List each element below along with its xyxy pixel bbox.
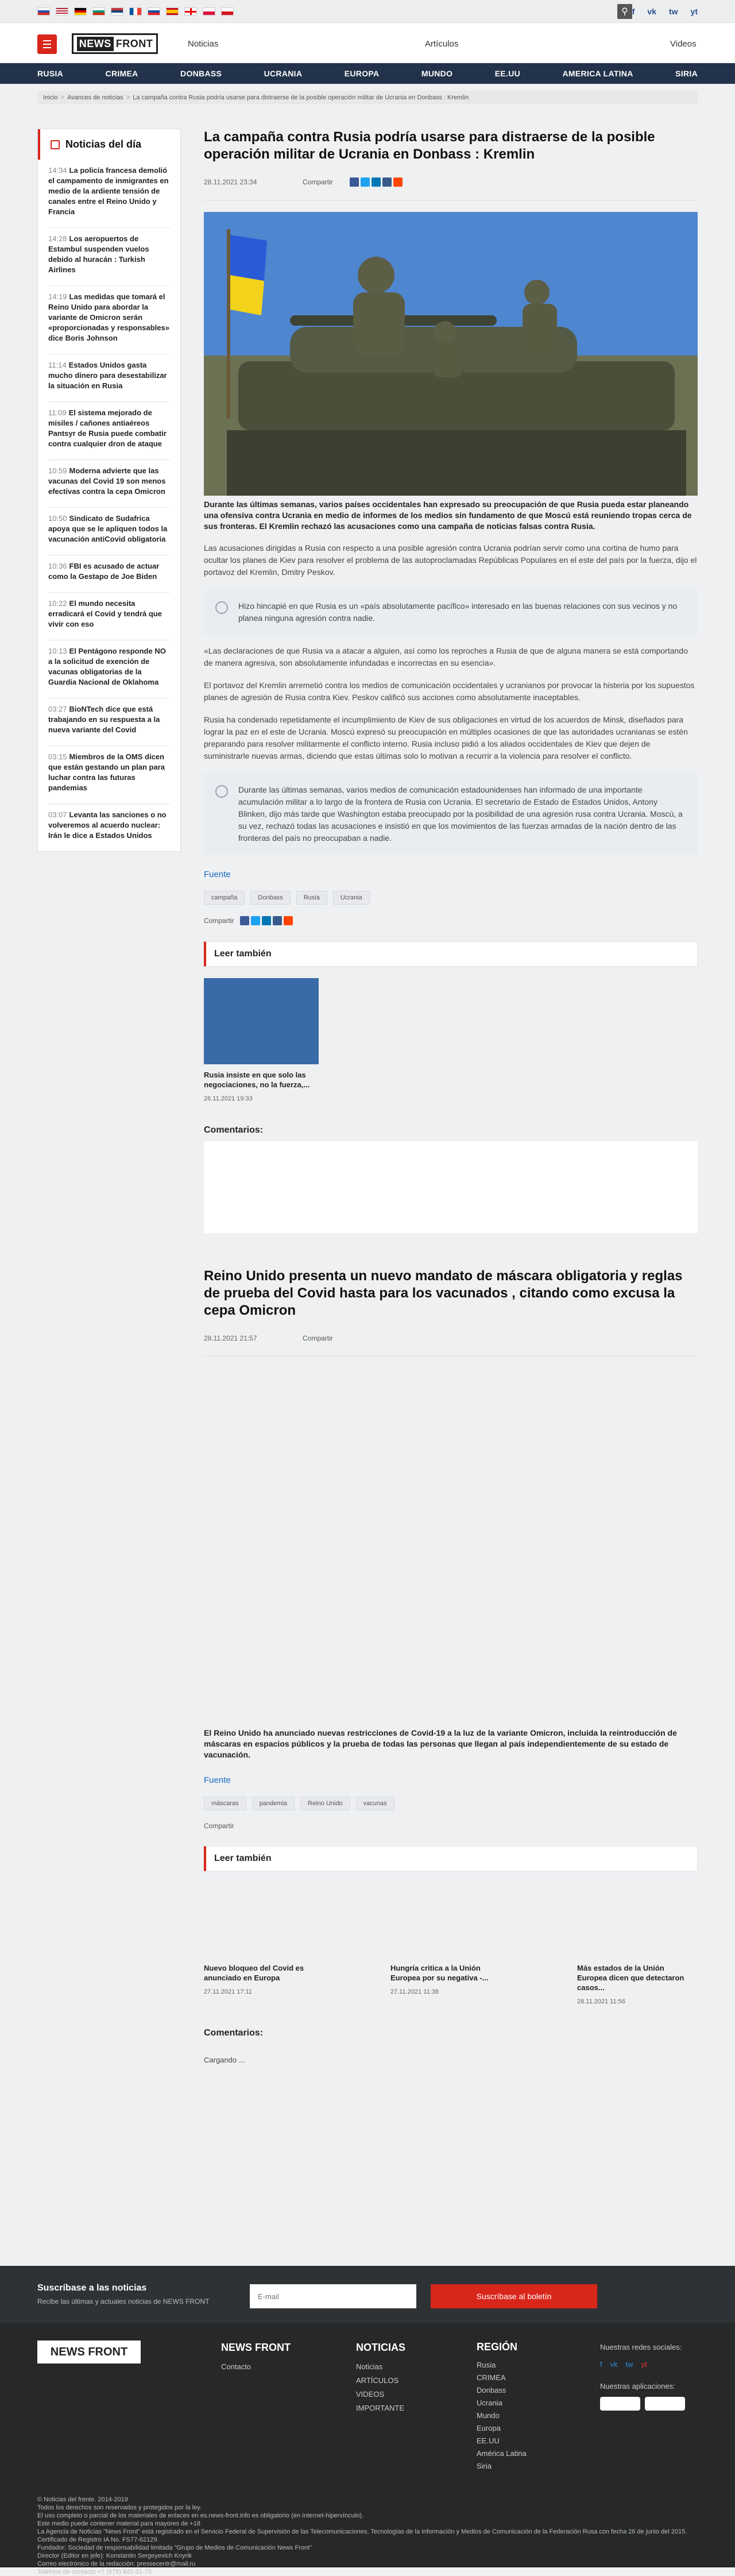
twitter-icon[interactable]: tw — [625, 2360, 633, 2369]
flag-es-icon[interactable] — [166, 7, 179, 16]
article-date: 28.11.2021 23:34 — [204, 178, 257, 186]
subscribe-button[interactable]: Suscríbase al boletín — [431, 2284, 597, 2308]
news-item[interactable]: 14:28 Los aeropuertos de Estambul suspenden vuelos debido al huracán : Turkish Airlines — [48, 228, 170, 286]
footer-link[interactable]: VIDEOS — [356, 2390, 385, 2399]
linkedin-share-icon[interactable] — [372, 177, 381, 187]
source-link[interactable]: Fuente — [204, 1775, 231, 1785]
news-item[interactable]: 10:13 El Pentágono responde NO a la solicitud de exención de vacunas obligatorias de la Guardia Nacional de Oklahoma — [48, 640, 170, 698]
app-store-icon[interactable] — [600, 2397, 640, 2411]
footer-link[interactable]: Ucrania — [477, 2399, 502, 2407]
footer-link[interactable]: CRIMEA — [477, 2373, 506, 2382]
google-play-icon[interactable] — [645, 2397, 685, 2411]
social-links — [632, 7, 698, 16]
vk-share-icon[interactable] — [273, 916, 282, 925]
related-list — [204, 1894, 698, 2005]
vk-icon[interactable]: vk — [647, 7, 656, 16]
tag[interactable]: máscaras — [204, 1797, 246, 1810]
facebook-share-icon[interactable] — [350, 177, 359, 187]
facebook-icon[interactable]: f — [632, 7, 635, 16]
youtube-icon[interactable]: yt — [641, 2360, 647, 2369]
related-image — [577, 1894, 692, 1957]
quote-icon — [215, 601, 228, 614]
paragraph: «Las declaraciones de que Rusia va a atacar a alguien, así como los reproches a Rusia de que de alguna manera se está comportando de manera agresiva, son absolutamente infundadas e incorrectas en su esencia». — [204, 646, 688, 667]
nav-europa[interactable]: EUROPA — [344, 69, 380, 78]
flag-de-icon[interactable] — [74, 7, 87, 16]
footer-link[interactable]: ARTÍCULOS — [356, 2376, 399, 2385]
related-image — [204, 1894, 319, 1957]
paragraph: El portavoz del Kremlin arremetió contra los medios de comunicación occidentales y ucranianos por provocar la histeria por los supuestos planes de agresión de Rusia contra Kiev. Peskov calificó sus acciones como absolutamente inaceptables. — [204, 681, 695, 702]
footer-link[interactable]: Donbass — [477, 2386, 506, 2395]
sidebar-news-of-day — [37, 129, 181, 852]
nav-noticias[interactable]: Noticias — [188, 39, 219, 49]
article-photo — [204, 212, 698, 496]
tag[interactable]: vacunas — [356, 1797, 394, 1810]
tag[interactable]: Donbass — [250, 891, 290, 905]
top-bar — [0, 0, 735, 23]
related-list — [204, 978, 698, 1102]
vk-share-icon[interactable] — [382, 177, 392, 187]
facebook-icon[interactable]: f — [600, 2360, 602, 2369]
flag-pl-icon[interactable] — [203, 7, 215, 16]
soldiers-on-tank-image — [204, 212, 698, 496]
share-label: Compartir — [303, 178, 333, 186]
subscribe-text: Recibe las últimas y actuales noticias de NEWS FRONT — [37, 2297, 210, 2305]
paragraph: Rusia ha condenado repetidamente el incumplimiento de Kiev de sus obligaciones en virtud de los acuerdos de Minsk, diseñados para lograr la paz en el este de Ucrania. Moscú expresó su preocupación en múltiples ocasiones de que las autoridades ucranianas se estén preparando para resolver militarmente el conflicto interno. Rusia incluso pidió a los aliados occidentales de Kiev que dejen de suministrarle nuevas armas, diciendo que estas últimas solo lo motivan a recurrir a la violencia para resolver el conflicto. — [204, 715, 688, 760]
flag-ru-icon[interactable] — [37, 7, 50, 16]
email-field[interactable] — [250, 2284, 416, 2308]
news-item[interactable]: 10:22 El mundo necesita erradicará el Covid y tendrá que vivir con eso — [48, 593, 170, 640]
footer-link[interactable]: Mundo — [477, 2411, 500, 2420]
nav-mundo[interactable]: MUNDO — [421, 69, 453, 78]
news-item[interactable]: 11:14 Estados Unidos gasta mucho dinero para desestabilizar la situación en Rusia — [48, 354, 170, 402]
share-buttons — [350, 177, 403, 187]
nav-rusia[interactable]: RUSIA — [37, 69, 64, 78]
flag-us-icon[interactable] — [56, 7, 68, 16]
footer-col-newsfront: NEWS FRONT Contacto — [221, 2341, 291, 2374]
tag[interactable]: Rusia — [296, 891, 327, 905]
photo-caption: Durante las últimas semanas, varios países occidentales han expresado su preocupación de que Rusia pueda estar planeando una ofensiva contra Ucrania en medio de informes de los medios sin fundamento de que Moscú está reuniendo tropas cerca de sus fronteras. El Kremlin rechazó las acusaciones como una campaña de noticias falsas contra Rusia. — [204, 500, 692, 531]
site-footer — [0, 2323, 735, 2575]
main-nav — [0, 63, 735, 84]
photo-caption: El Reino Unido ha anunciado nuevas restricciones de Covid-19 a la luz de la variante Omicron, incluida la reintroducción de máscaras en espacios públicos y la prueba de todas las personas que llegan al país independientemente de su estado de vacunación. — [204, 1728, 677, 1759]
footer-col-region: REGIÓN Rusia CRIMEA Donbass Ucrania Mundo Europa EE.UU América Latina Siria — [477, 2341, 527, 2473]
article-title: Reino Unido presenta un nuevo mandato de máscara obligatoria y reglas de prueba del Covid hasta para los vacunados , citando como excusa la cepa Omicron — [204, 1268, 683, 1318]
related-image — [204, 978, 319, 1064]
flag-sk-icon[interactable] — [148, 7, 160, 16]
share-bottom: Compartir — [204, 916, 698, 925]
tag[interactable]: campaña — [204, 891, 245, 905]
share-label: Compartir — [303, 1334, 333, 1342]
breadcrumb-section[interactable]: Avances de noticias — [67, 94, 123, 101]
page-wrap — [37, 91, 698, 2064]
calendar-icon — [51, 140, 60, 149]
tag[interactable]: Ucrania — [333, 891, 370, 905]
subscribe-title: Suscríbase a las noticias — [37, 2283, 147, 2293]
apps-title: Nuestras aplicaciones: — [600, 2382, 675, 2390]
footer-link[interactable]: Noticias — [356, 2362, 383, 2371]
share-bottom: Compartir — [204, 1822, 234, 1830]
read-also-heading: Leer también — [204, 941, 698, 967]
flag-ge-icon[interactable] — [184, 7, 197, 16]
facebook-share-icon[interactable] — [240, 916, 249, 925]
news-list — [38, 160, 180, 851]
breadcrumb-home[interactable]: Inicio — [43, 94, 58, 101]
news-item[interactable]: 03:15 Miembros de la OMS dicen que están gestando un plan para luchar contra las futuras pandemias — [48, 746, 170, 804]
nav-eeuu[interactable]: EE.UU — [494, 69, 521, 78]
related-card[interactable]: Nuevo bloqueo del Covid es anunciado en Europa 27.11.2021 17:11 — [204, 1894, 319, 2005]
nav-videos[interactable]: Videos — [670, 39, 697, 49]
flag-bg-icon[interactable] — [92, 7, 105, 16]
footer-link[interactable]: Siria — [477, 2462, 492, 2470]
flag-fr-icon[interactable] — [129, 7, 142, 16]
related-image — [390, 1894, 505, 1957]
nav-america-latina[interactable]: AMERICA LATINA — [562, 69, 633, 78]
flag-cz-icon[interactable] — [221, 7, 234, 16]
article-image-placeholder — [204, 1368, 698, 1724]
news-item[interactable]: 03:27 BioNTech dice que está trabajando en su respuesta a la nueva variante del Covid — [48, 698, 170, 746]
twitter-share-icon[interactable] — [361, 177, 370, 187]
sidebar-title: Noticias del día — [38, 129, 180, 160]
nav-donbass[interactable]: DONBASS — [180, 69, 222, 78]
language-flags — [37, 7, 234, 16]
quote-icon — [215, 785, 228, 798]
article-title: La campaña contra Rusia podría usarse para distraerse de la posible operación militar de Ucrania en Donbass : Kremlin — [204, 129, 655, 162]
news-item[interactable]: 03:07 Levanta las sanciones o no volveremos al acuerdo nuclear: Irán le dice a Estados Unidos — [48, 810, 167, 840]
tag-list — [204, 891, 698, 905]
article-kremlin — [204, 129, 698, 1233]
article-uk-masks — [204, 1268, 698, 2064]
source-link[interactable]: Fuente — [204, 870, 231, 879]
related-card[interactable]: Hungría critica a la Unión Europea por su negativa -... 27.11.2021 11:38 — [390, 1894, 505, 2005]
linkedin-share-icon[interactable] — [262, 916, 271, 925]
nav-siria[interactable]: SIRIA — [675, 69, 698, 78]
search-icon[interactable]: ⚲ — [617, 4, 632, 19]
news-item[interactable]: 10:50 Sindicato de Sudafrica apoya que se le apliquen todos la vacunación antiCovid obligatoria — [48, 508, 170, 555]
social-title: Nuestras redes sociales: — [600, 2343, 682, 2351]
related-card[interactable]: Rusia insiste en que solo las negociaciones, no la fuerza,... 26.11.2021 19:33 — [204, 978, 319, 1102]
footer-link[interactable]: Europa — [477, 2424, 501, 2432]
youtube-icon[interactable]: yt — [690, 7, 698, 16]
nav-articulos[interactable]: Artículos — [425, 39, 459, 49]
reddit-share-icon[interactable] — [284, 916, 293, 925]
nav-crimea[interactable]: CRIMEA — [105, 69, 138, 78]
related-card[interactable]: Más estados de la Unión Europea dicen que detectaron casos... 28.11.2021 11:56 — [577, 1894, 692, 2005]
menu-button[interactable] — [37, 34, 57, 54]
twitter-icon[interactable]: tw — [668, 7, 678, 16]
vk-icon[interactable]: vk — [610, 2360, 618, 2369]
quote-box: Durante las últimas semanas, varios medios de comunicación estadounidenses han informado de una importante acumulación militar a lo largo de la frontera de Rusia con Ucrania. El secretario de Estado de Estados Unidos, Antony Blinken, dijo más tarde que Washington estaba preocupado por la posibilidad de una agresión rusa contra Ucrania. Moscú, a su vez, rechazó todas las acusaciones e insistió en que los movimientos de las fuerzas armadas de la nación dentro de las fronteras del país no preocupaban a nadie. — [204, 774, 698, 855]
footer-link[interactable]: IMPORTANTE — [356, 2404, 405, 2412]
divider — [204, 1356, 698, 1357]
footer-col-social — [600, 2341, 690, 2415]
site-logo[interactable]: NEWS FRONT — [72, 33, 158, 54]
reddit-share-icon[interactable] — [393, 177, 403, 187]
footer-link[interactable]: Rusia — [477, 2361, 496, 2369]
comments-heading: Comentarios: — [204, 1125, 264, 1135]
loading-text: Cargando ... — [204, 2056, 245, 2064]
article-date: 28.11.2021 21:57 — [204, 1334, 257, 1342]
breadcrumb: Inicio > Avances de noticias > La campaña contra Rusia podría usarse para distraerse de la posible operación militar de Ucrania en Donbass : Kremlin — [37, 91, 698, 105]
news-item[interactable]: 10:36 FBI es acusado de actuar como la Gestapo de Joe Biden — [48, 555, 170, 593]
news-item[interactable]: 14:34 La policía francesa demolió el campamento de inmigrantes en medio de la ardiente tensión de canales entre el Reino Unido y Francia — [48, 160, 170, 228]
footer-social — [600, 2358, 690, 2372]
tag[interactable]: pandemia — [252, 1797, 295, 1810]
news-item[interactable]: 11:09 El sistema mejorado de misiles / cañones antiaéreos Pantsyr de Rusia puede combatir contra cualquier dron de ataque — [48, 402, 170, 460]
twitter-share-icon[interactable] — [251, 916, 260, 925]
main-content — [204, 129, 698, 2064]
read-also-heading: Leer también — [204, 1846, 698, 1871]
article-meta — [204, 176, 698, 188]
footer-link[interactable]: América Latina — [477, 2449, 527, 2458]
site-header — [0, 23, 735, 63]
news-item[interactable]: 10:59 Moderna advierte que las vacunas del Covid 19 son menos efectivas contra la cepa Omicron — [48, 460, 170, 508]
footer-link[interactable]: Contacto — [221, 2362, 252, 2371]
tag[interactable]: Reino Unido — [300, 1797, 350, 1810]
footer-link[interactable]: EE.UU — [477, 2436, 500, 2445]
news-item[interactable]: 14:19 Las medidas que tomará el Reino Unido para abordar la variante de Omicron serán «proporcionadas y responsables» dice Boris Johnson — [48, 286, 170, 354]
subscribe-section — [0, 2266, 735, 2323]
quote-box: Hizo hincapié en que Rusia es un «país absolutamente pacífico» interesado en las buenas relaciones con sus vecinos y no planea ninguna agresión contra nadie. — [204, 590, 698, 635]
footer-col-noticias: NOTICIAS Noticias ARTÍCULOS VIDEOS IMPORTANTE — [356, 2341, 405, 2415]
footer-logo[interactable]: NEWS FRONT — [37, 2341, 141, 2363]
paragraph: Las acusaciones dirigidas a Rusia con respecto a una posible agresión contra Ucrania podrían servir como una cortina de humo para ocultar los planes de Kiev para resolver el problema de las autoproclamadas Repúblicas Populares en el este del país por la fuerza, dijo el portavoz del Kremlin, Dmitry Peskov. — [204, 543, 697, 577]
tag-list — [204, 1797, 698, 1810]
comments-area — [204, 1141, 698, 1233]
breadcrumb-current: La campaña contra Rusia podría usarse para distraerse de la posible operación militar de Ucrania en Donbass : Kremlin — [133, 94, 469, 101]
comments-heading: Comentarios: — [204, 2028, 264, 2038]
nav-ucrania[interactable]: UCRANIA — [264, 69, 303, 78]
legal-text: © Noticias del frente. 2014-2019 Todos los derechos son reservados y protegidos por la ley. El uso completo o parcial de los materiales de enlaces en es.news-front.info es obligatorio (en Internet-hipervínculo). Este medio puede contener material para mayores de +18 La Agencia de Noticias "News Front" está registrado en el Servicio Federal de Supervisión de las Telecomunicaciones, Tecnologías de la Información y Medios de Comunicación de la Federación Rusa con fecha 26 de junio del 2015. Certificado de Registro IA No. FS77-62129. Fundador: Sociedad de responsabilidad limitada "Grupo de Medios de Comunicación News Front" Director (Editor en jefe): Konstantin Sergeyevich Knyrik Correo electrónico de la redacción: pressecentr@mail.ru Teléfono de contacto +7 (978) 841-31-70 — [37, 2496, 687, 2575]
flag-rs-icon[interactable] — [111, 7, 123, 16]
article-meta — [204, 1332, 698, 1345]
